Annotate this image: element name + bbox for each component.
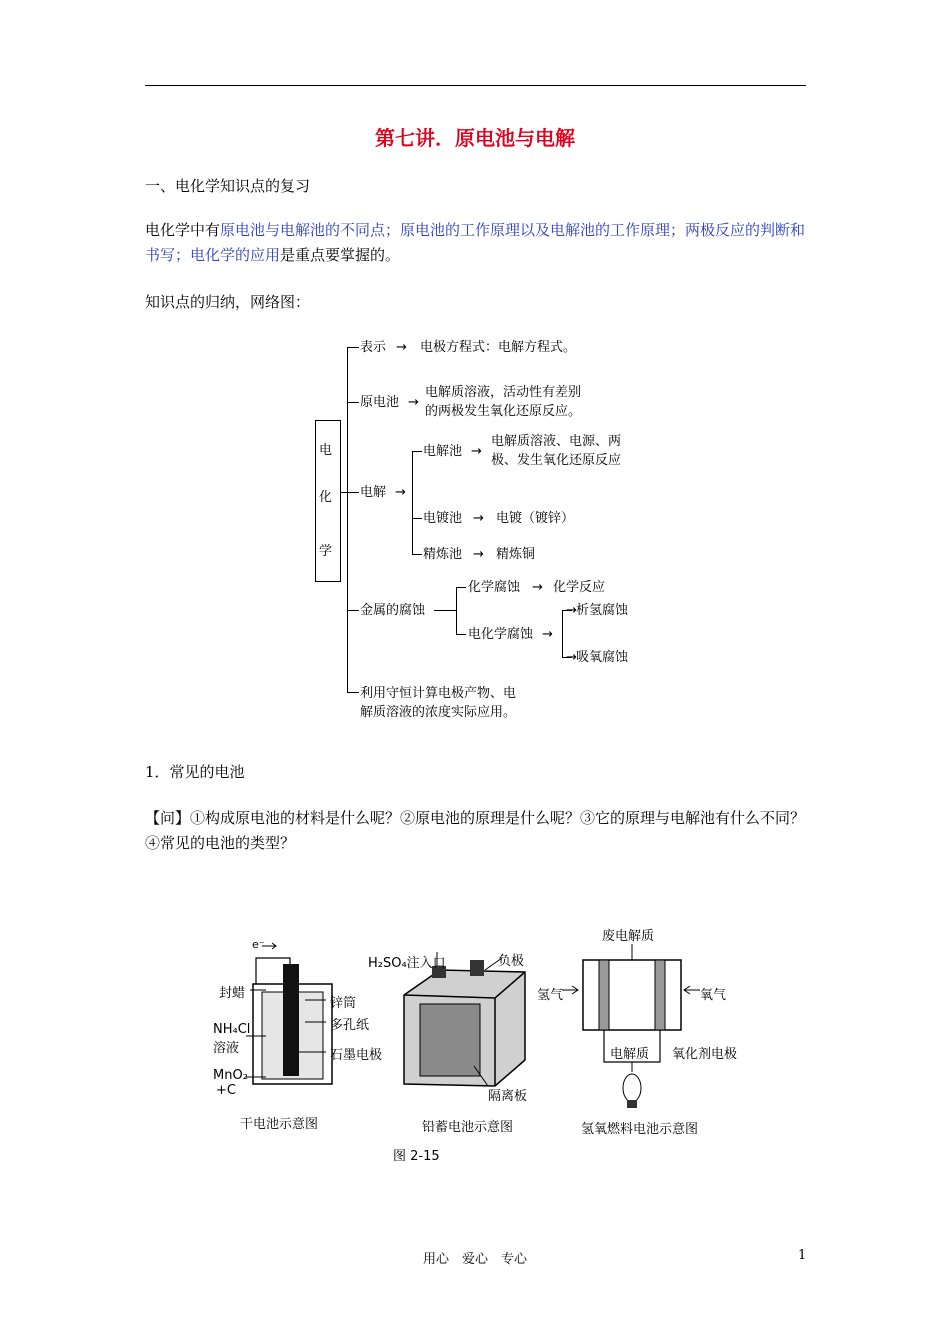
page-title: 第七讲．原电池与电解 bbox=[375, 126, 575, 150]
dry-solution-label: 溶液 bbox=[213, 1041, 240, 1056]
section-heading-batteries: 1．常见的电池 bbox=[145, 763, 245, 781]
node-jinglian-result: 精炼铜 bbox=[496, 547, 536, 562]
node-diandu-result: 电镀（镀锌） bbox=[496, 511, 575, 526]
fuel-oxygen-label: 氧气 bbox=[700, 988, 727, 1003]
dry-cell-drawing bbox=[246, 943, 332, 1084]
arrow-icon: → bbox=[532, 580, 543, 595]
arrow-icon: → bbox=[473, 511, 484, 526]
node-huaxue-result: 化学反应 bbox=[553, 580, 606, 595]
node-yuandianchi: 原电池 bbox=[360, 395, 400, 410]
dry-fengla-label: 封蜡 bbox=[219, 986, 246, 1001]
figure-number: 图 2-15 bbox=[393, 1149, 440, 1164]
node-huaxue-fushi: 化学腐蚀 bbox=[468, 580, 521, 595]
dry-mno2-label: MnO₂ bbox=[213, 1068, 248, 1083]
arrow-icon: → bbox=[396, 340, 407, 355]
dry-nh4cl-label: NH₄Cl bbox=[213, 1022, 251, 1037]
fuel-hydrogen-label: 氢气 bbox=[537, 988, 564, 1003]
arrow-icon: → bbox=[566, 650, 577, 665]
node-dianhuaxue-fushi: 电化学腐蚀 bbox=[468, 627, 534, 642]
arrow-icon: → bbox=[542, 627, 553, 642]
root-char-3: 学 bbox=[319, 544, 333, 559]
arrow-icon: → bbox=[471, 444, 482, 459]
node-dianjiechi-result-1: 电解质溶液、电源、两 bbox=[491, 434, 622, 449]
fuel-waste-label: 废电解质 bbox=[602, 929, 655, 944]
lead-acid-drawing bbox=[404, 952, 525, 1086]
arrow-icon: → bbox=[566, 603, 577, 618]
network-label: 知识点的归纳，网络图： bbox=[145, 293, 311, 311]
node-biaoshi: 表示 bbox=[360, 340, 387, 355]
dry-graphite-label: 石墨电极 bbox=[330, 1048, 383, 1063]
node-shouheng-2: 解质溶液的浓度实际应用。 bbox=[360, 705, 517, 720]
dry-electron-label: e⁻ bbox=[252, 938, 265, 951]
fuel-electrolyte-label: 电解质 bbox=[610, 1047, 650, 1062]
node-yuandianchi-result-1: 电解质溶液，活动性有差别 bbox=[425, 385, 582, 400]
section-heading-review: 一、电化学知识点的复习 bbox=[145, 177, 311, 195]
node-xiqing: 析氢腐蚀 bbox=[576, 603, 629, 618]
fuel-oxidant-label: 氧化剂电极 bbox=[672, 1047, 738, 1062]
node-fushi: 金属的腐蚀 bbox=[360, 603, 426, 618]
page-number: 1 bbox=[798, 1248, 807, 1263]
fuel-cell-caption: 氢氧燃料电池示意图 bbox=[581, 1122, 699, 1137]
lead-h2so4-label: H₂SO₄注入口 bbox=[368, 956, 446, 971]
node-dianjie: 电解 bbox=[360, 485, 387, 500]
intro-text-start: 电化学中有 bbox=[145, 221, 221, 239]
arrow-icon: → bbox=[473, 547, 484, 562]
intro-text-end: 是重点要掌握的。 bbox=[280, 246, 401, 264]
fuel-cell-drawing bbox=[562, 944, 700, 1108]
node-dianjiechi: 电解池 bbox=[423, 444, 463, 459]
dry-paper-label: 多孔纸 bbox=[330, 1018, 370, 1033]
lead-separator-label: 隔离板 bbox=[488, 1089, 528, 1104]
arrow-icon: → bbox=[408, 395, 419, 410]
node-jinglian: 精炼池 bbox=[423, 547, 463, 562]
lead-fuji-label: 负极 bbox=[498, 954, 525, 969]
node-biaoshi-result: 电极方程式：电解方程式。 bbox=[420, 340, 577, 355]
node-yuandianchi-result-2: 的两极发生氧化还原反应。 bbox=[425, 404, 582, 419]
question-tag: 【问】 bbox=[145, 809, 191, 827]
node-xiyang: 吸氧腐蚀 bbox=[576, 650, 629, 665]
dry-xintong-label: 锌筒 bbox=[330, 996, 357, 1011]
root-char-2: 化 bbox=[319, 490, 333, 505]
page-footer: 用心 爱心 专心 bbox=[422, 1252, 527, 1267]
dry-carbon-label: +C bbox=[216, 1083, 236, 1098]
lead-acid-caption: 铅蓄电池示意图 bbox=[422, 1120, 514, 1135]
intro-highlight: 原电池与电解池的不同点；原电池的工作原理以及电解池的工作原理；两极反应的判断和书写；电化学的应用 bbox=[145, 221, 806, 264]
node-dianjiechi-result-2: 极、发生氧化还原反应 bbox=[491, 453, 622, 468]
question-text: ①构成原电池的材料是什么呢？②原电池的原理是什么呢？③它的原理与电解池有什么不同？④常见的电池的类型？ bbox=[145, 809, 806, 852]
root-char-1: 电 bbox=[319, 443, 333, 458]
node-shouheng-1: 利用守恒计算电极产物、电 bbox=[360, 686, 517, 701]
dry-cell-caption: 干电池示意图 bbox=[240, 1117, 319, 1132]
arrow-icon: → bbox=[395, 485, 406, 500]
node-diandu: 电镀池 bbox=[423, 511, 463, 526]
